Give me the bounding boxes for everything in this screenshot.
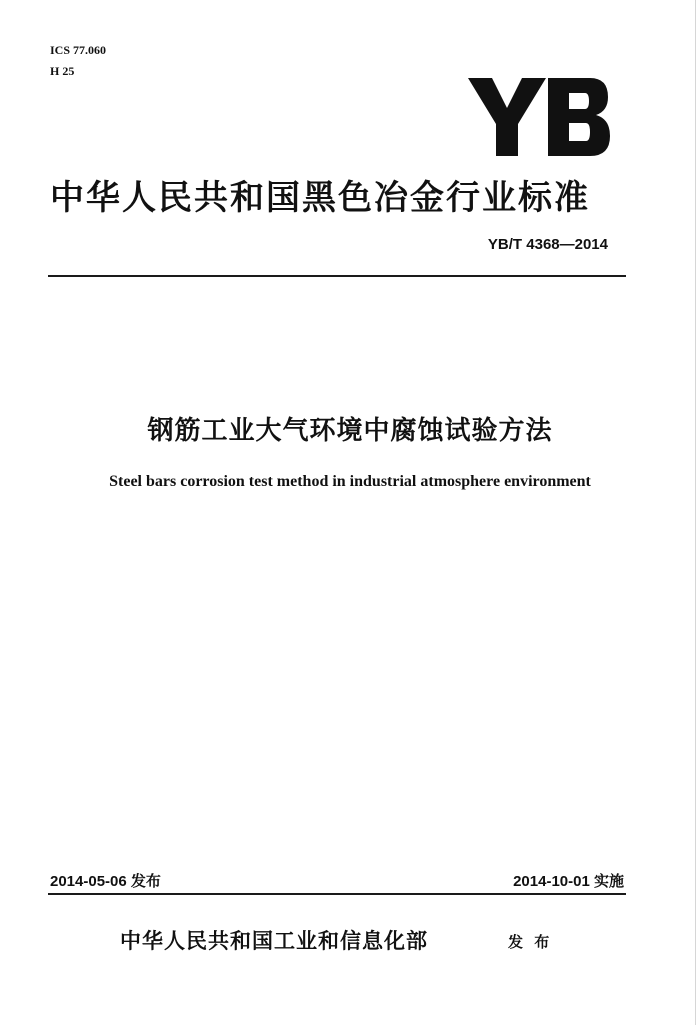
issuing-action: 发 布 [508,933,553,951]
document-title-english: Steel bars corrosion test method in industrial atmosphere environment [109,473,591,490]
page-edge [695,0,696,1025]
issue-date: 2014-05-06 发布 [50,873,161,890]
document-title-chinese: 钢筋工业大气环境中腐蚀试验方法 [147,416,553,446]
standard-category-title: 中华人民共和国黑色冶金行业标准 [50,178,590,218]
implementation-date: 2014-10-01 实施 [513,873,624,890]
top-divider [48,275,626,277]
standard-number: YB/T 4368—2014 [487,236,608,253]
ics-code: ICS 77.060 [50,43,107,57]
issuing-authority: 中华人民共和国工业和信息化部 [120,928,428,953]
yb-logo-letter-b [548,78,610,156]
bottom-divider [48,893,626,895]
yb-logo [468,78,610,156]
yb-logo-letter-y [468,78,546,156]
classification-code: H 25 [50,64,75,78]
